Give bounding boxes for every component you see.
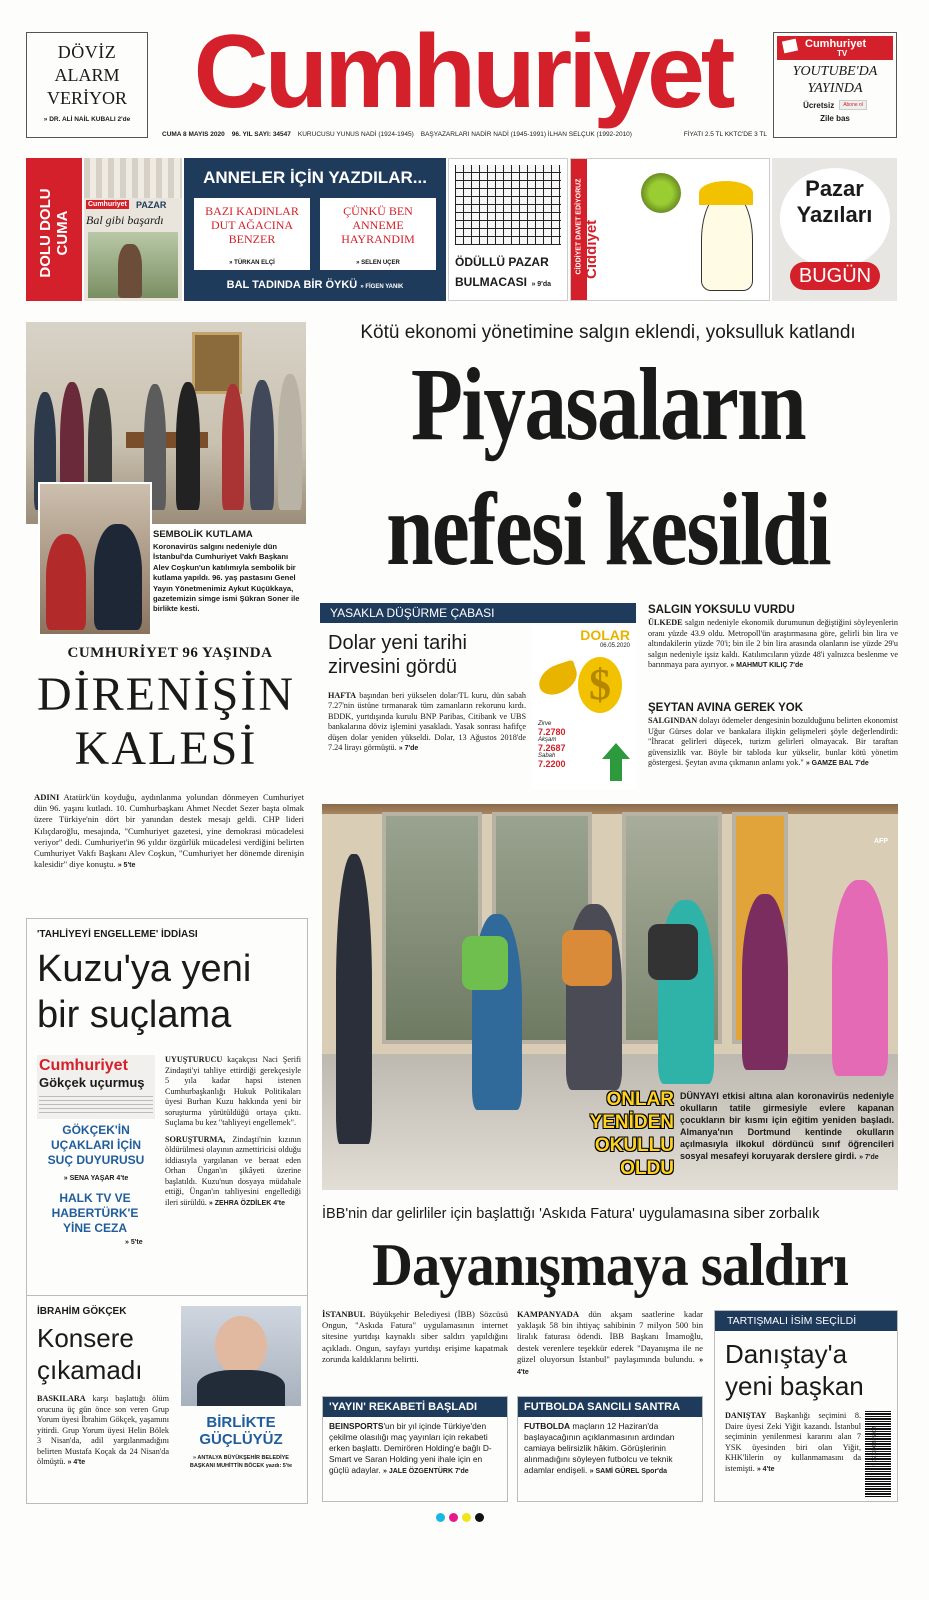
kuzu-ref[interactable]: » ZEHRA ÖZDİLEK 4'te: [208, 1199, 285, 1207]
dollar-story: [320, 603, 636, 789]
tv-screen-icon: [782, 39, 798, 54]
dollar-graphic: [532, 625, 636, 789]
mothers-day-title: ANNELER İÇİN YAZDILAR...: [203, 168, 427, 187]
face: [215, 1316, 267, 1376]
clip-caption: GÖKÇEK'İN UÇAKLARI İÇİN SUÇ DUYURUSU: [47, 1123, 145, 1167]
anniversary-kicker: CUMHURİYET 96 YAŞINDA: [67, 645, 273, 661]
kuzu-lead-1: UYUŞTURUCU: [165, 1055, 223, 1064]
dollar-headline: Dolar yeni tarihi zirvesini gördü: [328, 632, 467, 678]
rate-label: Sabah: [538, 753, 556, 759]
broadcast-body: [323, 1417, 507, 1481]
rate-rows: [538, 721, 598, 769]
ciddiyet-box[interactable]: [570, 158, 770, 301]
devil-headline: ŞEYTAN AVINA GEREK YOK: [648, 702, 804, 714]
person-figure: [278, 374, 302, 510]
doviz-promo-box[interactable]: [26, 32, 148, 138]
concert-lead-word: BASKILARA: [37, 1394, 86, 1403]
quote-card-2: [320, 198, 436, 270]
crossword-grid: [455, 165, 561, 245]
mag-pazar: PAZAR: [136, 200, 167, 210]
mayor-caption-ref[interactable]: » ANTALYA BÜYÜKŞEHİR BELEDİYE BAŞKANI MUHİTTİN BÖCEK yazdı: 5'te: [189, 1455, 293, 1469]
pazar-magazine-thumbnail[interactable]: [84, 158, 182, 301]
concert-ref[interactable]: » 4'te: [67, 1459, 86, 1466]
cake-cutting-photo: [38, 482, 152, 636]
anniversary-caption: [153, 529, 306, 615]
clip-logo: Cumhuriyet: [39, 1057, 128, 1074]
pazar-label-2: Yazıları: [796, 202, 873, 227]
subscribe-button[interactable]: Abone ol: [839, 100, 867, 110]
puzzle-box[interactable]: [448, 158, 568, 301]
quote-1-text: BAZI KADINLAR DUT AĞACINA BENZER: [205, 204, 299, 246]
puzzle-title-2: BULMACASI: [455, 275, 527, 289]
tv-logo-sub: TV: [837, 49, 848, 58]
doviz-promo-ref: » DR. ALİ NAİL KUBALI 2'de: [43, 116, 131, 123]
anniversary-lead-word: ADINI: [34, 792, 60, 802]
price: FİYATI 2.5 TL KKTC'DE 3 TL: [683, 130, 767, 138]
backpack: [562, 930, 612, 986]
magenta-dot: [449, 1513, 458, 1522]
concert-headline-2: çıkamadı: [37, 1355, 143, 1385]
overlay-line: OLDU: [620, 1158, 674, 1179]
yellow-dot: [462, 1513, 471, 1522]
ciddiyet-side-label: CİDDİYET DAVET EDİYORUZ: [575, 178, 583, 275]
rate-label: Akşam: [538, 737, 557, 743]
cyan-dot: [436, 1513, 445, 1522]
football-band-label: FUTBOLDA SANCILI SANTRA: [524, 1401, 681, 1413]
council-band-label: TARTIŞMALI İSİM SEÇİLDİ: [727, 1315, 857, 1327]
newspaper-logo[interactable]: Cumhuriyet: [193, 14, 732, 130]
lead-headline-1: Piyasaların: [410, 347, 806, 462]
dollar-lead-word: HAFTA: [328, 691, 357, 700]
anniversary-body-text: Atatürk'ün koyduğu, aydınlanma yolundan dönmeyen Cumhuriyet dün 96. yaşını kutladı. 10. Cumhurbaşkanı Ahmet Necdet Sezer başta olmak üzere Türkiye'nin dört bir yanından destek mesajı geldi. CHP lideri Kılıçdaroğlu, mesajında, "Cumhuriyet gazetesi, yine demokrasi mücadelesi veriyor" dedi. Cumhuriyet'in 96 yıldır özgürlük mücadelesi verdiğini belirten Cumhuriyet Vakfı Başkanı Alev Coşkun, "Cumhuriyet her dönemde direnişin kalesidir" diye konuştu.: [34, 792, 304, 870]
school-caption: [680, 1090, 894, 1164]
ibb-headline: Dayanışmaya saldırı: [372, 1232, 848, 1298]
rate-value: 7.2780: [538, 727, 566, 737]
anniversary-body: [34, 792, 304, 871]
masthead-meta-bar: [162, 128, 767, 140]
doviz-promo-line: VERİYOR: [47, 88, 127, 108]
football-body-text: maçların 12 Haziran'da başlayacağının açıklanmasının ardından camiaya belirsizlik hâkim. Görüşlerinin alınmadığını söyleyen futbolcu ve teknik adamlar endişeli.: [524, 1421, 675, 1475]
hardhat-icon: [699, 181, 753, 205]
council-band: [715, 1311, 897, 1331]
dolu-dolu-cuma-tab[interactable]: [26, 158, 82, 301]
ibb-col-1: [322, 1309, 508, 1365]
person-figure: [46, 534, 86, 630]
devil-lead-word: SALGINDAN: [648, 716, 698, 725]
overlay-line: OKULLU: [594, 1135, 674, 1156]
pazar-label-1: Pazar: [805, 176, 864, 201]
concert-headline-1: Konsere: [37, 1323, 134, 1353]
broadcast-lead-word: BEINSPORTS: [329, 1421, 384, 1431]
mag-headline: Bal gibi başardı: [86, 213, 164, 227]
poverty-story: [648, 604, 898, 672]
doviz-promo-line: ALARM: [54, 65, 120, 85]
council-story: [714, 1310, 898, 1502]
promo-strip: [26, 158, 897, 301]
broadcast-band-label: 'YAYIN' REKABETİ BAŞLADI: [329, 1401, 478, 1413]
quote-1-author: » TÜRKAN ELÇİ: [229, 260, 275, 266]
anniversary-ref[interactable]: » 5'te: [117, 862, 136, 870]
school-ref[interactable]: » 7'de: [859, 1154, 879, 1161]
founder-credit: KURUCUSU YUNUS NADİ (1924-1945): [297, 130, 414, 138]
concert-body: [37, 1394, 169, 1469]
photo-credit: AFP: [874, 838, 888, 845]
ibb-lead-1: İSTANBUL: [322, 1309, 366, 1319]
clip-headline: Gökçek uçurmuş: [39, 1075, 145, 1090]
kuzu-headline-2: bir suçlama: [37, 994, 232, 1036]
mag-logo: Cumhuriyet: [88, 201, 127, 208]
anniversary-headline-1: DİRENİŞİN: [37, 668, 295, 721]
story-author: » FİGEN YANIK: [360, 284, 404, 290]
caption-title: SEMBOLİK KUTLAMA: [153, 529, 253, 540]
concert-box: [26, 1296, 308, 1504]
puzzle-ref: » 9'da: [531, 281, 552, 288]
clip-caption-ref[interactable]: » SENA YAŞAR 4'te: [63, 1175, 129, 1182]
tv-logo-bar: [777, 36, 893, 60]
school-lead-word: DÜNYAYI: [680, 1091, 719, 1101]
football-ref[interactable]: » SAMİ GÜREL Spor'da: [589, 1468, 668, 1475]
overlay-line: ONLAR: [606, 1089, 674, 1110]
story-title: BAL TADINDA BİR ÖYKÜ: [226, 279, 358, 291]
kuzu-body: [165, 1055, 301, 1209]
clip-caption-2: HALK TV VE HABERTÜRK'E YİNE CEZA: [51, 1191, 139, 1235]
anniversary-headline-2: KALESİ: [74, 722, 258, 775]
council-headline-1: Danıştay'a: [725, 1339, 848, 1369]
rate-value: 7.2687: [538, 743, 566, 753]
ibb-lead-2: KAMPANYADA: [517, 1309, 580, 1319]
council-lead-word: DANIŞTAY: [725, 1411, 767, 1420]
tv-promo-line1: YOUTUBE'DA: [792, 64, 878, 79]
kuzu-text-2: Zindaşti'nin kızının öldürülmesi olayının azmettiricisi olduğu iddiasıyla yargılanan ve beraat eden Orhan Üngan'ın şikâyeti üzerine başlatıldı. Kuzu'nun dosyaya müdahale ettiği, Üngan'ın tahliyesini engellediği ileri sürüldü.: [165, 1134, 301, 1207]
editors-credit: BAŞYAZARLARI NADİR NADİ (1945-1991) İLHAN SELÇUK (1992-2010): [420, 130, 632, 138]
issue-number: 96. YIL SAYI: 34547: [231, 130, 291, 138]
poverty-headline: SALGIN YOKSULU VURDU: [648, 604, 795, 616]
broadcast-story: [322, 1396, 508, 1502]
kuzu-lead-2: SORUŞTURMA,: [165, 1134, 226, 1144]
dolu-dolu-cuma-label: DOLU DOLU CUMA: [37, 188, 71, 278]
kuzu-headline-1: Kuzu'ya yeni: [37, 948, 252, 990]
ibb-kicker: İBB'nin dar gelirliler için başlattığı 'Askıda Fatura' uygulamasına siber zorbalık: [322, 1206, 820, 1222]
virus-cartoon: [641, 173, 681, 213]
print-color-dots: [436, 1513, 484, 1522]
caption-text: Koronavirüs salgını nedeniyle dün İstanbul'da Cumhuriyet Vakfı Başkanı Alev Coşkun'un katılımıyla sembolik bir kutlama yapıldı. 96. yaş pastasını Genel Yayın Yönetmenimiz Aykut Küçükkaya, gazetemizin simge ismi Şükran Soner ile birlikte kesti.: [153, 542, 300, 614]
council-headline-2: yeni başkan: [725, 1371, 864, 1401]
dollar-graphic-title: DOLAR: [580, 627, 630, 643]
kuzu-kicker: 'TAHLİYEYİ ENGELLEME' İDDİASI: [37, 929, 198, 940]
rate-value: 7.2200: [538, 759, 566, 769]
council-ref[interactable]: » 4'te: [756, 1465, 775, 1473]
ibb-ref[interactable]: » 4'te: [517, 1356, 703, 1377]
person-figure: [94, 524, 142, 630]
glass-door: [382, 812, 482, 1044]
backpack: [462, 936, 508, 990]
person-figure: [176, 382, 200, 510]
newspaper-clip: [37, 1055, 155, 1119]
pazar-badge: BUGÜN: [790, 262, 880, 290]
devil-body: [648, 716, 898, 770]
kuzu-box: [26, 918, 308, 1296]
devil-ref[interactable]: » GAMZE BAL 7'de: [805, 760, 869, 768]
pazar-yazilari-box[interactable]: [772, 158, 897, 301]
tv-bell-cta: Zile bas: [820, 114, 850, 123]
up-arrow-icon: [602, 743, 630, 759]
dollar-graphic-date: 06.05.2020: [599, 643, 630, 649]
quote-card-1: [194, 198, 310, 270]
football-lead-word: FUTBOLDA: [524, 1421, 571, 1431]
school-body-text: etkisi altına alan koronavirüs nedeniyle okulların tatile girmesiyle evlere kapanan çocukların bir kısmı için eğitim yeniden başladı. Almanya'nın Dortmund kentinde okulların açılmasıyla ilkokul dördüncü sınıf öğrencileri sosyal mesafeyi koruyarak derslere girdi.: [680, 1091, 894, 1161]
school-overlay-title: [574, 1088, 674, 1180]
ibb-text-2: dün akşam saatlerine kadar yaklaşık 58 bin ihtiyaç sahibinin 7 milyon 500 bin liralık faturası ödendi. İBB Başkanı İmamoğlu, destek verenlere teşekkür ederek "Dayanışma ile ne güzel oluyorsun İstanbul" paylaşımında bulundu.: [517, 1309, 703, 1364]
poverty-body: [648, 618, 898, 672]
rate-label: Zirve: [538, 721, 552, 727]
tv-promo-line2: YAYINDA: [807, 81, 863, 96]
suit: [197, 1370, 285, 1406]
tv-logo-text: Cumhuriyet: [805, 38, 867, 50]
story-line: [184, 279, 446, 291]
broadcast-body-text: 'un bir yıl içinde Türkiye'den çekilme olasılığı maç yayınları için rekabeti erken başlattı. Demirören Holding'e bağlı D-Smart ve Saran Holding yeni ihale için en güçlü adaylar.: [329, 1421, 492, 1475]
lead-kicker: Kötü ekonomi yönetimine salgın eklendi, yoksulluk katlandı: [360, 322, 856, 343]
doviz-promo-line: DÖVİZ: [57, 42, 117, 62]
dollar-band: [320, 603, 636, 623]
ibb-text-1: Büyükşehir Belediyesi (İBB) Sözcüsü Ongun, "Askıda Fatura" uygulamasının internet sitesine yurtdışı kaynaklı siber saldırı yapıldığını açıkladı. Ongun, sayfayı yurtdışı erişime kapatmak zorunda kaldıklarını belirtti.: [322, 1309, 508, 1364]
ibb-col-2: [517, 1309, 703, 1378]
lead-headline-2: nefesi kesildi: [386, 472, 830, 587]
mothers-day-box[interactable]: [184, 158, 446, 301]
dollar-body-text: başından beri yükselen dolar/TL kuru, dün sabah 7.27'nin üstüne tırmanarak tüm zamanların rekorunu kırdı. BDDK, yurtdışında kurulu BNP Paribas, Citibank ve UBS bankalarına döviz işlemini yasakladı. Yasak sonrası hafifçe düşen dolar yeniden yükseldi. Dolar, 13 Ağustos 2018'de 7.24 lirayı görmüştü.: [328, 691, 526, 753]
ciddiyet-logo: Ciddiyet: [583, 219, 600, 279]
person-figure: [336, 854, 372, 1144]
football-story: [517, 1396, 703, 1502]
dollar-body: [328, 691, 526, 754]
concert-kicker: İBRAHİM GÖKÇEK: [37, 1306, 127, 1317]
quote-2-text: ÇÜNKÜ BEN ANNEME HAYRANDIM: [341, 204, 415, 246]
kuzu-text-1: kaçakçısı Naci Şerifi Zindaşti'yi tahliye ettirdiği gerekçesiyle 5 yıla kadar hapsi istenen Cumhurbaşkanlığı Hukuk Politikaları üyesi Burhan Kuzu hakkında yeni bir soruşturma yürütüldüğü ortaya çıktı. Suçlama bu kez "tahliyeyi engellemek".: [165, 1055, 301, 1127]
youtube-tv-promo[interactable]: [773, 32, 897, 138]
child-figure: [742, 894, 788, 1070]
clip-caption-2-ref[interactable]: » 5'te: [125, 1239, 143, 1246]
barcode: [865, 1411, 891, 1497]
barcode-digits: 9 771300 935002: [872, 1426, 878, 1466]
football-band: [518, 1397, 702, 1417]
mayor-caption: BİRLİKTE GÜÇLÜYÜZ: [199, 1414, 283, 1448]
issue-date: CUMA 8 MAYIS 2020: [162, 130, 225, 138]
poverty-ref[interactable]: » MAHMUT KILIÇ 7'de: [730, 662, 804, 670]
dollar-band-label: YASAKLA DÜŞÜRME ÇABASI: [330, 606, 495, 620]
winged-dollar-icon: $: [538, 651, 630, 721]
poverty-lead-word: ÜLKEDE: [648, 618, 683, 627]
teacher-figure: [832, 880, 888, 1076]
person-figure: [250, 380, 274, 510]
black-dot: [475, 1513, 484, 1522]
dollar-ref[interactable]: » 7'de: [398, 745, 419, 753]
puzzle-title-1: ÖDÜLLÜ PAZAR: [455, 255, 549, 269]
concert-body-text: karşı başlattığı ölüm orucuna üç gün önce son veren Grup Yorum üyesi İbrahim Gökçek, yaşamını yitirdi. Grup Yorum üyesi Helin Bölek 3 Nisan'da, adil yargılanmadığını belirten Mustafa Koçak da 24 Nisan'da ölmüştü.: [37, 1394, 169, 1466]
devil-body-text: dolayı ödemeler dengesinin bozulduğunu belirten ekonomist Uğur Gürses dolar ve bankalara ilişkin gelişmeleri şöyle değerlendirdi: "İhracat gelirleri düşecek, turizm gelirleri olmayacak. Bir taraftan güvensizlik var. Böyle bir tabloda kur yükselir, bunlar kötü yönetim göstergesi. Şeytan avına çıkmanın anlamı yok.": [648, 716, 898, 768]
up-arrow-stem: [610, 759, 622, 781]
quote-2-author: » SELEN UÇER: [356, 260, 400, 266]
council-body-text: Başkanlığı seçimini 8. Daire üyesi Zeki Yiğit kazandı. İstanbul seçiminin yenilenmesi kararını alan 7 YSK üyesinden biri olan Yiğit, KHK'lilerin oy kullanmamasını da istemişti.: [725, 1411, 861, 1473]
devil-story: [648, 702, 898, 770]
mayor-photo: [181, 1306, 301, 1406]
poverty-body-text: salgın nedeniyle ekonomik durumunun değiştiğini söyleyenlerin oranı yüzde 43.9 oldu. Metropoll'ün araştırmasına göre, gelirli bin lira ve altındakilerin yüzde 70'i; bin ile 2 bin lira arasında olanların ise yüzde 29'u salgın nedeniyle işsiz kaldı. Katılımcıların yüzde 48'i yalnızca beslenme ve barınmaya para ayırıyor.: [648, 618, 898, 670]
mag-cover-figure: [118, 244, 142, 298]
person-figure: [222, 384, 244, 510]
broadcast-ref[interactable]: » JALE ÖZGENTÜRK 7'de: [383, 1468, 469, 1475]
overlay-line: YENİDEN: [589, 1112, 674, 1133]
council-body: [725, 1411, 861, 1475]
football-body: [518, 1417, 702, 1481]
broadcast-band: [323, 1397, 507, 1417]
backpack: [648, 924, 698, 980]
tv-free-label: Ücretsiz: [803, 100, 835, 110]
